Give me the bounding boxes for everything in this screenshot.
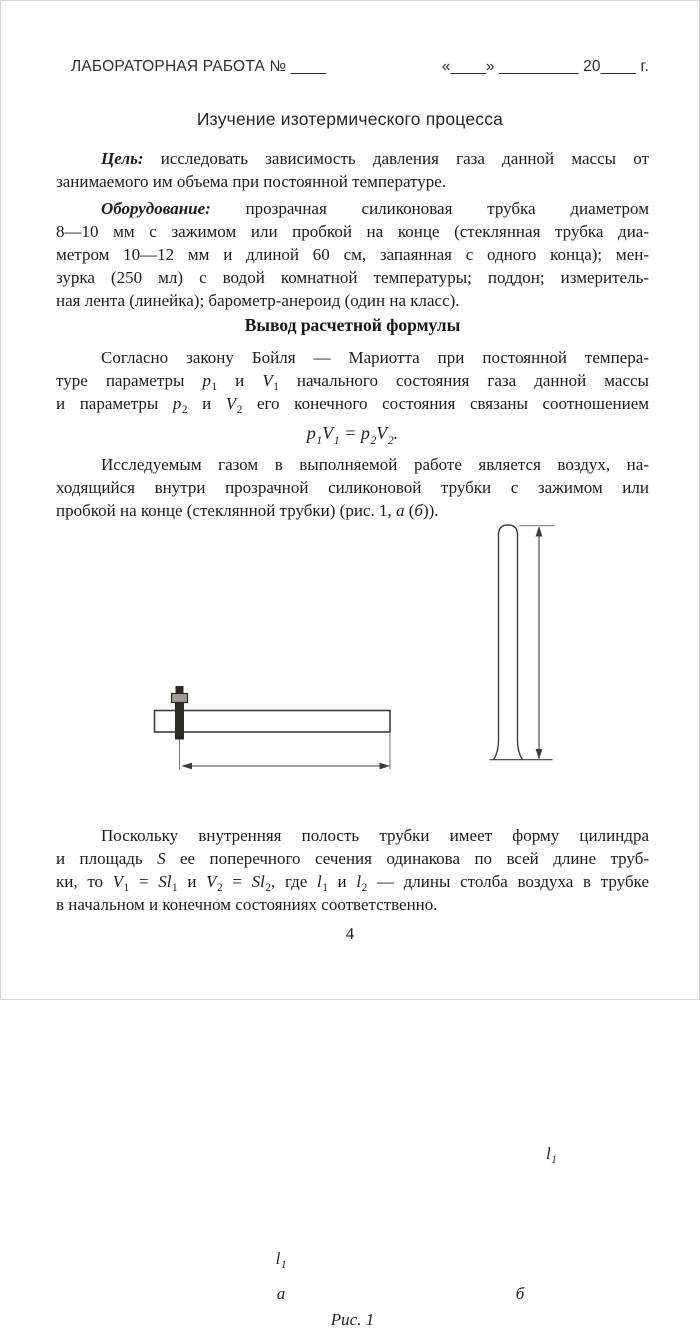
text-line: ходящийся внутри прозрачной силиконовой трубки с зажимом или (56, 478, 649, 497)
tube-a-shape (155, 711, 391, 733)
text-line: в начальном и конечном состояниях соответственно. (56, 895, 438, 914)
figure-caption: Рис. 1 (330, 1310, 375, 1329)
text-line: ная лента (линейка); барометр-анероид (один на класс). (56, 291, 460, 310)
text-line: Исследуемым газом в выполняемой работе является воздух, на- (101, 455, 649, 474)
equipment-paragraph (56, 197, 649, 312)
text-line: пробкой на конце (стеклянной трубки) (рис. 1, а (б)). (56, 501, 439, 520)
text-line: метром 10—12 мм и длиной 60 см, запаянная с одного конца); мен- (56, 245, 649, 264)
dim-label-l1-b: $l_1$ (546, 1144, 557, 1167)
text-line: и параметры $p_2$ и $V_2$ его конечного состояния связаны соотношением (56, 394, 649, 417)
boyle-formula: $p_1V_1 = p_2V_2$. (306, 423, 399, 447)
subfigure-label-a: а (276, 1284, 286, 1303)
dimension-b (536, 526, 543, 760)
lab-work-number-blank: ЛАБОРАТОРНАЯ РАБОТА № ____ (71, 58, 327, 75)
text-line: зурка (250 мл) с водой комнатной температуры; поддон; измеритель- (56, 268, 649, 287)
text-line: туре параметры $p_1$ и $V_1$ начального состояния газа данной массы (56, 371, 649, 394)
date-blank: «____» _________ 20____ г. (441, 58, 649, 75)
figure-1-drawing (1, 516, 700, 816)
dim-label-l1-a: $l_1$ (275, 1249, 287, 1272)
page-title: Изучение изотермического процесса (196, 109, 504, 129)
goal-paragraph (56, 147, 649, 193)
text-line: Оборудование: прозрачная силиконовая трубка диаметром (101, 199, 649, 218)
text-line: и площадь S ее поперечного сечения одинакова по всей длине труб- (56, 849, 649, 868)
page-header (71, 58, 649, 76)
dimension-a (180, 733, 391, 770)
boyle-law-paragraph (56, 346, 649, 415)
text-line: ки, то $V_1 = Sl_1$ и $V_2 = Sl_2$, где $l_1$ и $l_2$ — длины столба воздуха в трубке (56, 872, 649, 895)
page-number: 4 (345, 924, 355, 943)
section-heading-derivation: Вывод расчетной формулы (244, 315, 461, 335)
text-line: занимаемого им объема при постоянной температуре. (56, 172, 447, 191)
air-paragraph (56, 453, 649, 522)
subfigure-label-b: б (515, 1284, 525, 1303)
text-line: Согласно закону Бойля — Мариотта при постоянной темпера- (101, 348, 649, 367)
text-line: 8—10 мм с зажимом или пробкой на конце (стеклянная трубка диа- (56, 222, 649, 241)
tube-b-shape (490, 525, 555, 760)
text-line: Цель: исследовать зависимость давления газа данной массы от (101, 149, 649, 168)
cylinder-paragraph (56, 824, 649, 916)
text-line: Поскольку внутренняя полость трубки имеет форму цилиндра (101, 826, 649, 845)
